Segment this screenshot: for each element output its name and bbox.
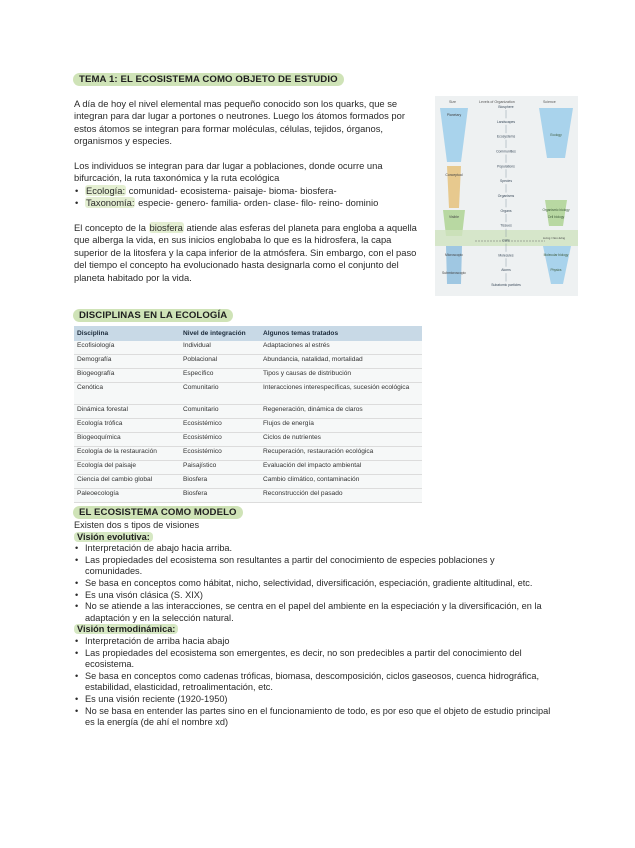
- level-label: Organisms: [497, 194, 515, 198]
- level-label: Landscapes: [496, 119, 516, 124]
- table-cell: Comunitario: [180, 405, 260, 419]
- term-biosfera: biosfera: [149, 222, 183, 233]
- table-header-row: [74, 326, 422, 341]
- paragraph-text: El concepto de la: [74, 222, 149, 233]
- science-label: Ecology: [550, 133, 562, 137]
- level-label: Biosphere: [498, 105, 514, 109]
- table-cell: Específico: [180, 369, 260, 383]
- list-item: • Interpretación de abajo hacia arriba.: [74, 543, 554, 555]
- table-row: [74, 475, 422, 489]
- table-row: [74, 369, 422, 383]
- science-label: Organismic biology: [542, 208, 570, 212]
- subheading-text: Visión termodinámica:: [74, 624, 178, 634]
- intro-paragraph-3: [74, 222, 424, 284]
- list-item: • Es una visión reciente (1920-1950): [74, 694, 554, 706]
- col-header-temas: Algunos temas tratados: [260, 326, 422, 341]
- route-list: [74, 185, 424, 210]
- science-label: Molecular biology: [543, 253, 569, 257]
- level-label: Subatomic particles: [491, 283, 521, 287]
- intro-paragraph-1: A día de hoy el nivel elemental mas pequeño conocido son los quarks, que se integran para dar lugar a portones o neutrones. Luego los átomos formados por estos átomos se integran para formar moléculas, células, tejidos, órganos, organismos y especies.: [74, 98, 405, 147]
- table-row: [74, 433, 422, 447]
- table-cell: Comunitario: [180, 383, 260, 405]
- table-cell: Reconstrucción del pasado: [260, 489, 422, 503]
- intro-paragraph-2: [74, 160, 424, 210]
- level-label: Ecosystems: [496, 134, 516, 139]
- list-item-text: especie- genero- familia- orden- clase- filo- reino- dominio: [135, 197, 379, 209]
- level-label: Species: [499, 179, 513, 184]
- size-label: Conceptual: [445, 173, 463, 177]
- level-label: Tissues: [500, 223, 512, 228]
- vision-termodinamica-title: [74, 624, 554, 636]
- table-cell: Recuperación, restauración ecológica: [260, 447, 422, 461]
- vision-evolutiva-list: [74, 543, 554, 624]
- table-cell: Paisajístico: [180, 461, 260, 475]
- page-title: TEMA 1: EL ECOSISTEMA COMO OBJETO DE ESTUDIO: [73, 73, 344, 86]
- table-cell: Ecosistémico: [180, 447, 260, 461]
- size-label: Submicroscopic: [442, 271, 466, 275]
- table-row: [74, 405, 422, 419]
- science-label: Physics: [550, 268, 562, 272]
- table-body: [74, 341, 422, 503]
- table-cell: Regeneración, dinámica de claros: [260, 405, 422, 419]
- list-item: • No se basa en entender las partes sino en el funcionamiento de todo, es por eso que el objeto de estudio principal es la energía (de ahí el nombre xd): [74, 706, 554, 729]
- size-label: Planetary: [446, 113, 462, 117]
- level-label: Cells: [502, 238, 510, 243]
- term-ecologia: Ecología:: [86, 184, 126, 196]
- table-cell: Ecología de la restauración: [74, 447, 180, 461]
- list-item: • Interpretación de arriba hacia abajo: [74, 636, 554, 648]
- table-row: [74, 461, 422, 475]
- size-label: Visible: [449, 215, 459, 219]
- table-cell: Biosfera: [180, 489, 260, 503]
- table-cell: Biogeoquímica: [74, 433, 180, 447]
- size-label: Microscopic: [445, 253, 463, 257]
- table-cell: Ecología trófica: [74, 419, 180, 433]
- list-item: • Las propiedades del ecosistema son emergentes, es decir, no son predecibles a partir del conocimiento del ecosistema.: [74, 648, 554, 671]
- intro-paragraph-2-text: Los individuos se integran para dar lugar a poblaciones, donde ocurre una bifurcación, la ruta taxonómica y la ruta ecológica: [74, 160, 383, 184]
- table-cell: Individual: [180, 341, 260, 355]
- table-row: [74, 355, 422, 369]
- size-funnel-bottom: [446, 246, 462, 284]
- model-intro: Existen dos s tipos de visiones: [74, 520, 200, 530]
- table-cell: Cenótica: [74, 383, 180, 405]
- level-label: Communities: [496, 149, 516, 154]
- table-row: [74, 341, 422, 355]
- list-item: • Las propiedades del ecosistema son resultantes a partir del conocimiento de especies poblaciones y comunidades.: [74, 555, 554, 578]
- subheading-text: Visión evolutiva:: [74, 532, 153, 542]
- paragraph-text: atiende alas esferas del planeta para engloba a aquella que alberga la vida, en sus inicios englobaba lo que es la hidrosfera, la capa superior de la litosfera y la capa inferior de la atmósfera. Sin embargo, con el paso del tiempo el concepto ha evolucionado hasta designarla como el conjunto del planeta habitado por la vida.: [74, 222, 417, 283]
- table-cell: Evaluación del impacto ambiental: [260, 461, 422, 475]
- table-cell: Ciencia del cambio global: [74, 475, 180, 489]
- disciplines-table: [74, 326, 422, 503]
- table-cell: Adaptaciones al estrés: [260, 341, 422, 355]
- vision-evolutiva-title: [74, 532, 554, 544]
- level-label: Populations: [497, 164, 515, 169]
- table-cell: Ecosistémico: [180, 433, 260, 447]
- table-cell: Poblacional: [180, 355, 260, 369]
- science-label: Cell biology: [547, 215, 565, 219]
- table-cell: Interacciones interespecíficas, sucesión ecológica: [260, 383, 422, 405]
- col-header-nivel: Nivel de integración: [180, 326, 260, 341]
- table-cell: Demografía: [74, 355, 180, 369]
- list-item: • Es una visón clásica (S. XIX): [74, 590, 554, 602]
- figure-col-header: Science: [543, 100, 556, 104]
- disciplines-heading: DISCIPLINAS EN LA ECOLOGÍA: [73, 309, 233, 322]
- list-item: • No se atiende a las interacciones, se centra en el papel del ambiente en la especiación y la diversificación, en la adaptación y en la selección natural.: [74, 601, 554, 624]
- table-cell: Ecofisiología: [74, 341, 180, 355]
- table-row: [74, 489, 422, 503]
- divider-label: Living / Non-living: [543, 236, 566, 240]
- table-cell: Biogeografía: [74, 369, 180, 383]
- col-header-disciplina: Disciplina: [74, 326, 180, 341]
- table-cell: Ecosistémico: [180, 419, 260, 433]
- organization-levels-figure: [435, 96, 578, 296]
- table-cell: Biosfera: [180, 475, 260, 489]
- table-cell: Paleoecología: [74, 489, 180, 503]
- list-item-text: comunidad- ecosistema- paisaje- bioma- biosfera-: [126, 184, 337, 196]
- list-item: [74, 197, 424, 209]
- table-cell: Flujos de energía: [260, 419, 422, 433]
- list-item: [74, 185, 424, 197]
- table-cell: Tipos y causas de distribución: [260, 369, 422, 383]
- vision-termodinamica-list: [74, 636, 554, 729]
- table-row: [74, 383, 422, 405]
- table-row: [74, 447, 422, 461]
- table-cell: Ciclos de nutrientes: [260, 433, 422, 447]
- table-cell: Cambio climático, contaminación: [260, 475, 422, 489]
- figure-col-header: Levels of Organization: [479, 100, 515, 104]
- model-heading: EL ECOSISTEMA COMO MODELO: [73, 506, 243, 519]
- figure-col-header: Size: [449, 100, 456, 104]
- level-label: Organs: [500, 208, 512, 213]
- level-label: Molecules: [498, 253, 514, 258]
- table-cell: Abundancia, natalidad, mortalidad: [260, 355, 422, 369]
- list-item: • Se basa en conceptos como hábitat, nicho, selectividad, diversificación, especiación, gradiente altitudinal, etc.: [74, 578, 554, 590]
- level-label: Atoms: [501, 268, 511, 273]
- list-item: • Se basa en conceptos como cadenas tróficas, biomasa, descomposición, ciclos gaseosos, cuenca hidrográfica, estabilidad, elasticidad, retroalimentación, etc.: [74, 671, 554, 694]
- model-section: [74, 520, 554, 729]
- table-cell: Ecología del paisaje: [74, 461, 180, 475]
- term-taxonomia: Taxonomía:: [86, 197, 135, 209]
- table-cell: Dinámica forestal: [74, 405, 180, 419]
- table-row: [74, 419, 422, 433]
